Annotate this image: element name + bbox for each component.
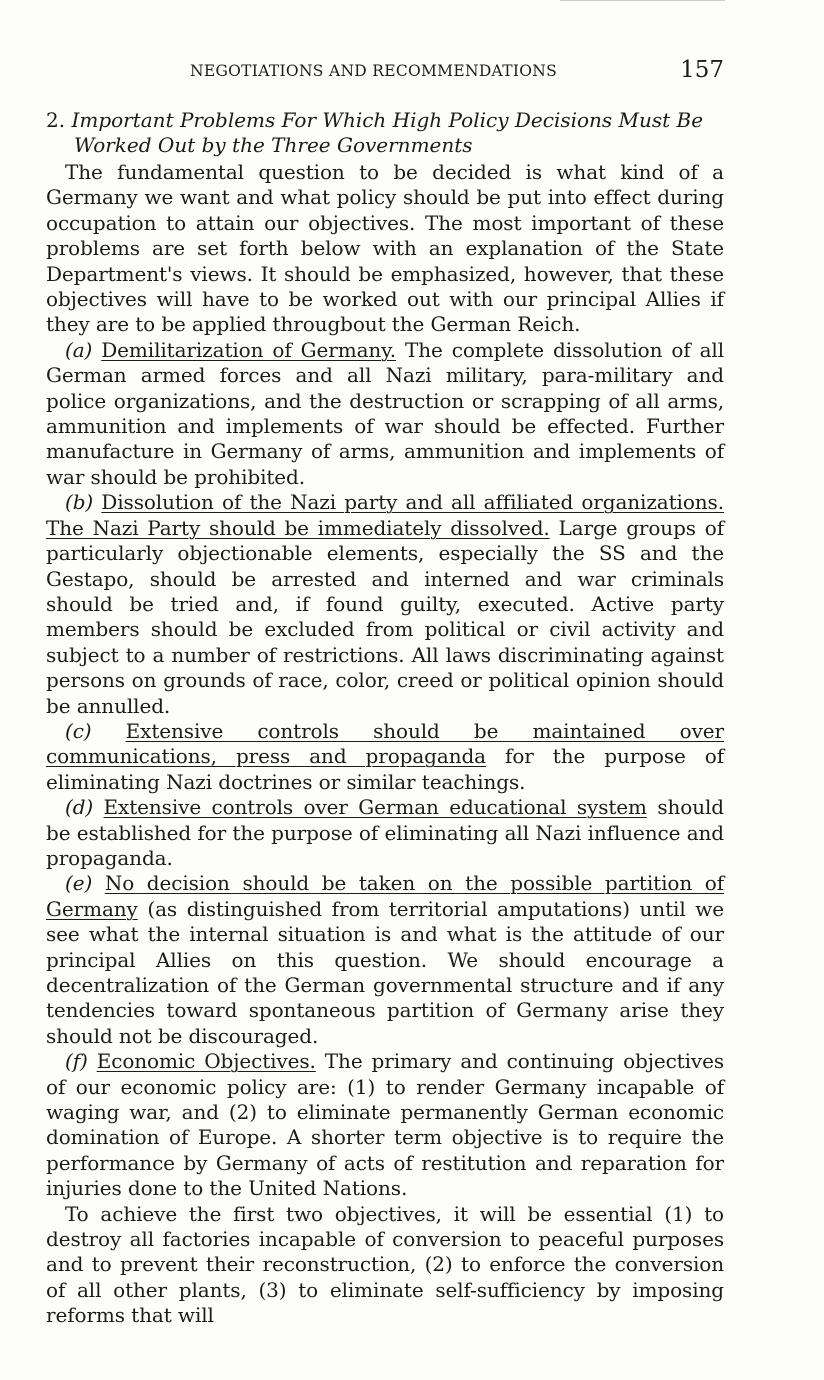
paragraph-c [46, 719, 724, 795]
section-heading [46, 108, 724, 158]
paragraph-b [46, 490, 724, 719]
paragraph-d-text: should be established for the purpose of eliminating all Nazi influence and propaganda. [46, 795, 724, 870]
paragraph-c-label: (c) [65, 718, 92, 743]
paragraph-b-heading: Dissolution of the Nazi party and all affiliated organizations. The Nazi Party should be immediately dissolved. [46, 490, 724, 540]
paragraph-a-text: The complete dissolution of all German armed forces and all Nazi military, para-military and police organizations, and the destruction or scrapping of all arms, ammunition and implements of war should be effected. Further manufacture in Germany of arms, ammunition and implements of war should be prohibited. [46, 337, 724, 489]
section-number: 2. [46, 108, 66, 132]
paragraph-d-heading: Extensive controls over German educational system [103, 795, 647, 820]
paragraph-f-heading: Economic Objectives. [96, 1049, 316, 1074]
paragraph-a-heading: Demilitarization of Germany. [101, 337, 396, 362]
intro-paragraph: The fundamental question to be decided is what kind of a Germany we want and what policy should be put into effect during occupation to attain our objectives. The most important of these problems are set forth below with an explanation of the State Department's views. It should be emphasized, however, that these objectives will have to be worked out with our principal Allies if they are to be applied througbout the German Reich. [46, 160, 724, 337]
paragraph-e-heading: No decision should be taken on the possible partition of Germany [46, 871, 724, 921]
paragraph-d-label: (d) [65, 795, 94, 820]
closing-paragraph: To achieve the first two objectives, it will be essential (1) to destroy all factories incapable of conversion to peaceful purposes and to prevent their reconstruction, (2) to enforce the conversion of all other plants, (3) to eliminate self-sufficiency by imposing reforms that will [46, 1201, 724, 1328]
paragraph-f-text: The primary and continuing objectives of our economic policy are: (1) to render Germany incapable of waging war, and (2) to eliminate permanently German economic domination of Europe. A shorter term objective is to require the performance by Germany of acts of restitution and reparation for injuries done to the United Nations. [46, 1049, 724, 1201]
page-number: 157 [680, 57, 724, 83]
top-edge-rule [560, 0, 725, 1]
paragraph-a [46, 338, 724, 490]
paragraph-c-text: for the purpose of eliminating Nazi doctrines or similar teachings. [46, 744, 725, 794]
paragraph-e-label: (e) [65, 871, 93, 896]
paragraph-c-heading: Extensive controls should be maintained over communications, press and propaganda [46, 718, 724, 769]
paragraph-e-text: (as distinguished from territorial amputations) until we see what the internal situation is and what is the attitude of our principal Allies on this question. We should encourage a decentralization of the German governmental structure and if any tendencies toward spontaneous partition of Germany arise they should not be discouraged. [46, 896, 724, 1048]
section-title: Important Problems For Which High Policy Decisions Must Be Worked Out by the Three Governments [71, 108, 704, 157]
paragraph-d [46, 795, 724, 871]
running-head [46, 58, 724, 92]
paragraph-b-text: Large groups of particularly objectionable elements, especially the SS and the Gestapo, should be arrested and interned and war criminals should be tried and, if found guilty, executed. Active party members should be excluded from political or civil activity and subject to a number of restrictions. All laws discriminating against persons on grounds of race, color, creed or political opinion should be annulled. [46, 515, 724, 718]
paragraph-f [46, 1049, 724, 1201]
paragraph-b-label: (b) [65, 490, 94, 515]
paragraph-a-label: (a) [65, 337, 93, 362]
running-title: NEGOTIATIONS AND RECOMMENDATIONS [190, 62, 558, 80]
paragraph-f-label: (f) [65, 1049, 88, 1074]
paragraph-e [46, 871, 724, 1049]
